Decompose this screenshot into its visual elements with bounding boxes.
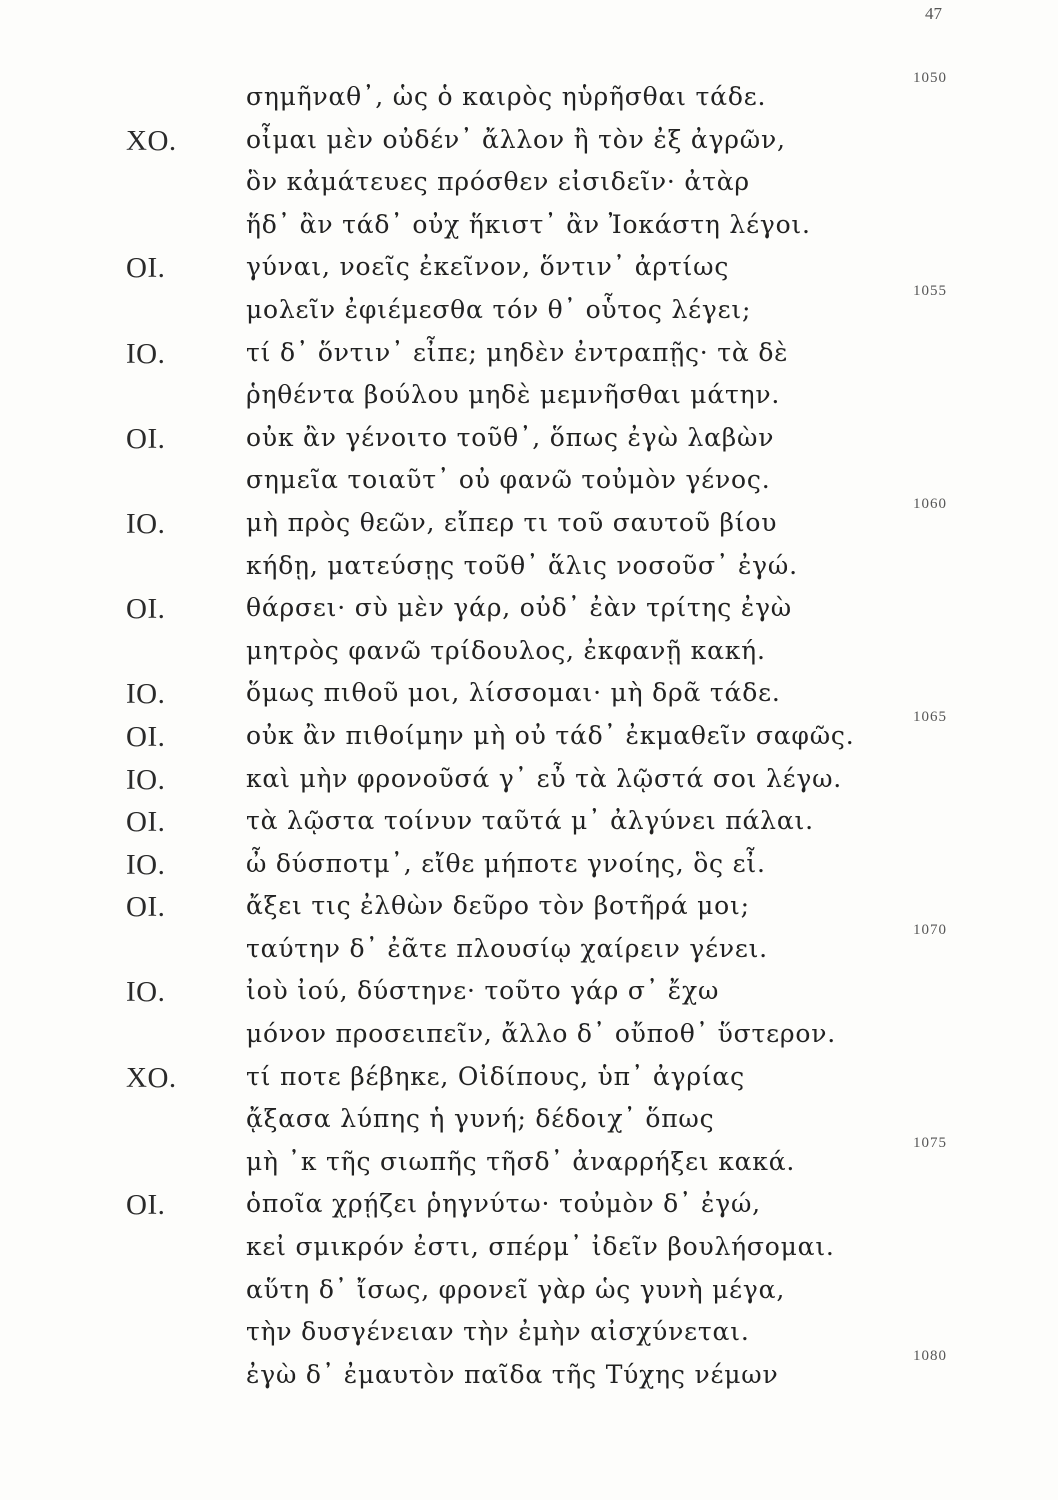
line-number: 1050 (913, 70, 947, 86)
verse-line (0, 121, 1058, 164)
verse-line (0, 376, 1058, 419)
verse-text: ῥηθέντα βούλου μηδὲ μεμνῆσθαι μάτην. (246, 380, 781, 410)
verse-text: τὰ λῷστα τοίνυν ταῦτά μ᾽ ἀλγύνει πάλαι. (246, 806, 814, 836)
verse-line (0, 206, 1058, 249)
verse-line (0, 163, 1058, 206)
verse-text: ἰοὺ ἰού, δύστηνε· τοῦτο γάρ σ᾽ ἔχω (246, 976, 720, 1006)
verse-text: ᾄξασα λύπης ἡ γυνή; δέδοιχ᾽ ὅπως (246, 1104, 715, 1134)
verse-text: σημῆναθ᾽, ὡς ὁ καιρὸς ηὑρῆσθαι τάδε. (246, 82, 767, 111)
verse-text: γύναι, νοεῖς ἐκεῖνον, ὅντιν᾽ ἀρτίως (246, 252, 730, 282)
verse-line (0, 334, 1058, 377)
speaker-label: ΙΟ. (126, 848, 166, 881)
verse-text: ὁποῖα χρῄζει ῥηγνύτω· τοὐμὸν δ᾽ ἐγώ, (246, 1189, 761, 1219)
verse-line (0, 461, 1058, 504)
verse-line (0, 887, 1058, 930)
verse-list (0, 70, 1058, 1398)
verse-text: κεἰ σμικρόν ἐστι, σπέρμ᾽ ἰδεῖν βουλήσομαι. (246, 1232, 835, 1262)
line-number: 1055 (913, 282, 947, 299)
verse-line (0, 1313, 1058, 1356)
speaker-label: ΙΟ. (126, 337, 166, 370)
verse-line (0, 1100, 1058, 1143)
verse-line (0, 1347, 1058, 1399)
verse-text: ἄξει τις ἐλθὼν δεῦρο τὸν βοτῆρά μοι; (246, 891, 750, 921)
speaker-label: ΟΙ. (126, 806, 166, 839)
speaker-label: ΟΙ. (126, 422, 166, 455)
verse-text: θάρσει· σὺ μὲν γάρ, οὐδ᾽ ἐὰν τρίτης ἐγὼ (246, 593, 792, 623)
speaker-label: ΙΟ. (126, 763, 166, 796)
speaker-label: ΧΟ. (126, 1061, 177, 1094)
verse-text: μὴ πρὸς θεῶν, εἴπερ τι τοῦ σαυτοῦ βίου (246, 507, 778, 537)
verse-text: ὃν κἀμάτευες πρόσθεν εἰσιδεῖν· ἀτὰρ (246, 167, 750, 197)
speaker-label: ΟΙ. (126, 593, 166, 626)
verse-text: τί ποτε βέβηκε, Οἰδίπους, ὑπ᾽ ἀγρίας (246, 1061, 745, 1091)
verse-line (0, 1271, 1058, 1314)
speaker-label: ΟΙ. (126, 720, 166, 753)
verse-line (0, 845, 1058, 888)
verse-line (0, 419, 1058, 462)
verse-text: μολεῖν ἐφιέμεσθα τόν θ᾽ οὗτος λέγει; (246, 294, 752, 324)
verse-line (0, 70, 1058, 121)
line-number: 1075 (913, 1134, 947, 1151)
verse-line (0, 495, 1058, 547)
verse-text: ἥδ᾽ ἂν τάδ᾽ οὐχ ἥκιστ᾽ ἂν Ἰοκάστη λέγοι. (246, 209, 811, 239)
speaker-label: ΙΟ. (126, 976, 166, 1009)
verse-line (0, 802, 1058, 845)
line-number: 1080 (913, 1347, 947, 1364)
verse-line (0, 547, 1058, 590)
verse-line (0, 589, 1058, 632)
verse-line (0, 1185, 1058, 1228)
speaker-label: ΙΟ. (126, 678, 166, 711)
speaker-label: ΟΙ. (126, 891, 166, 924)
verse-line (0, 921, 1058, 973)
speaker-label: ΙΟ. (126, 507, 166, 540)
verse-line (0, 248, 1058, 291)
verse-text: ἐγὼ δ᾽ ἐμαυτὸν παῖδα τῆς Τύχης νέμων (246, 1359, 779, 1389)
verse-text: κήδῃ, ματεύσῃς τοῦθ᾽ ἅλις νοσοῦσ᾽ ἐγώ. (246, 550, 798, 580)
verse-text: οὐκ ἂν γένοιτο τοῦθ᾽, ὅπως ἐγὼ λαβὼν (246, 422, 775, 452)
speaker-label: ΧΟ. (126, 124, 177, 157)
verse-text: οὐκ ἂν πιθοίμην μὴ οὐ τάδ᾽ ἐκμαθεῖν σαφῶς. (246, 720, 855, 750)
verse-text: ὅμως πιθοῦ μοι, λίσσομαι· μὴ δρᾶ τάδε. (246, 678, 781, 708)
verse-line (0, 708, 1058, 760)
verse-text: ταύτην δ᾽ ἐᾶτε πλουσίῳ χαίρειν γένει. (246, 933, 768, 963)
verse-text: μὴ ᾽κ τῆς σιωπῆς τῆσδ᾽ ἀναρρήξει κακά. (246, 1146, 796, 1176)
verse-text: αὕτη δ᾽ ἴσως, φρονεῖ γὰρ ὡς γυνὴ μέγα, (246, 1274, 786, 1304)
verse-line (0, 1134, 1058, 1186)
verse-line (0, 1058, 1058, 1101)
verse-line (0, 632, 1058, 675)
verse-line (0, 760, 1058, 803)
speaker-label: ΟΙ. (126, 252, 166, 285)
verse-line (0, 1015, 1058, 1058)
verse-text: μητρὸς φανῶ τρίδουλος, ἐκφανῇ κακή. (246, 635, 766, 665)
verse-text: καὶ μὴν φρονοῦσά γ᾽ εὖ τὰ λῷστά σοι λέγω. (246, 763, 843, 793)
line-number: 1060 (913, 495, 947, 512)
verse-text: οἶμαι μὲν οὐδέν᾽ ἄλλον ἢ τὸν ἐξ ἀγρῶν, (246, 124, 786, 154)
verse-text: ὦ δύσποτμ᾽, εἴθε μήποτε γνοίης, ὃς εἶ. (246, 848, 766, 878)
verse-line (0, 972, 1058, 1015)
verse-text: τὴν δυσγένειαν τὴν ἐμὴν αἰσχύνεται. (246, 1317, 750, 1347)
speaker-label: ΟΙ. (126, 1189, 166, 1222)
page-number: 47 (925, 4, 942, 23)
verse-text: μόνον προσειπεῖν, ἄλλο δ᾽ οὔποθ᾽ ὕστερον. (246, 1019, 837, 1049)
verse-line (0, 1228, 1058, 1271)
verse-text: τί δ᾽ ὅντιν᾽ εἶπε; μηδὲν ἐντραπῇς· τὰ δὲ (246, 337, 789, 367)
verse-line (0, 674, 1058, 717)
line-number: 1065 (913, 708, 947, 725)
verse-text: σημεῖα τοιαῦτ᾽ οὐ φανῶ τοὐμὸν γένος. (246, 465, 771, 495)
line-number: 1070 (913, 921, 947, 938)
verse-line (0, 282, 1058, 334)
